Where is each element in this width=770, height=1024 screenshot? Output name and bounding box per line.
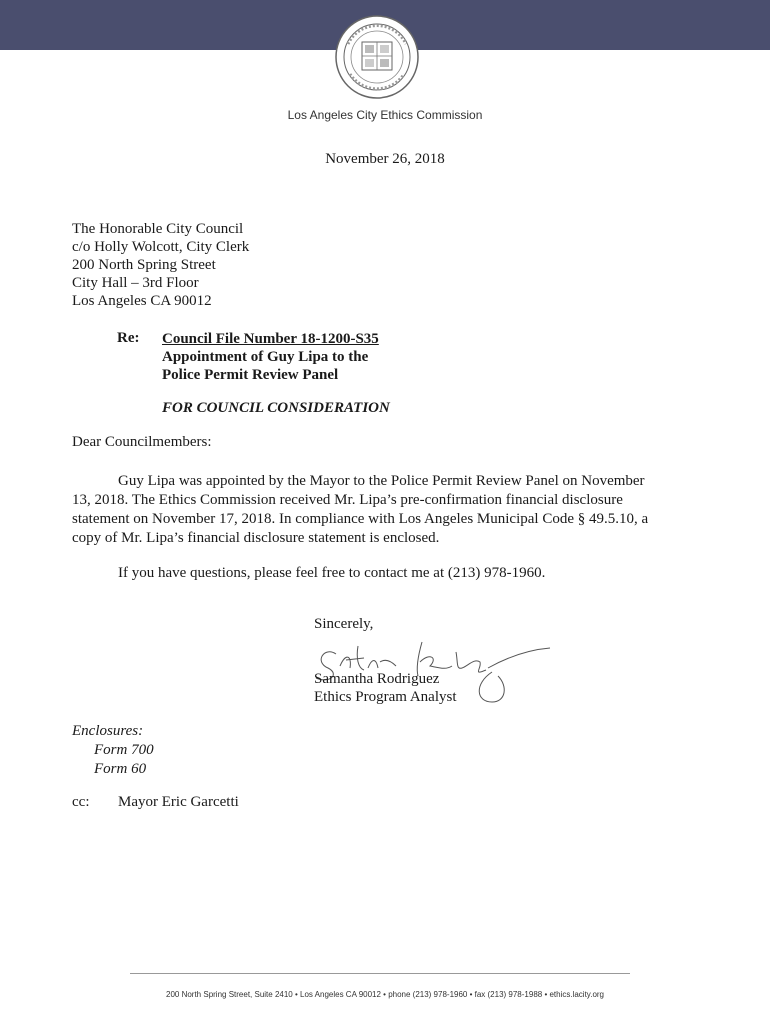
subject-line: Appointment of Guy Lipa to the xyxy=(162,349,369,365)
address-line: City Hall – 3rd Floor xyxy=(72,275,199,291)
subject-block xyxy=(162,330,379,384)
salutation: Dear Councilmembers: xyxy=(72,434,212,450)
address-line: 200 North Spring Street xyxy=(72,257,216,273)
letter-date: November 26, 2018 xyxy=(325,151,445,167)
enclosures-label: Enclosures: xyxy=(72,723,144,739)
enclosure-item: Form 700 xyxy=(94,742,154,758)
enclosures xyxy=(72,722,154,779)
for-council-consideration: FOR COUNCIL CONSIDERATION xyxy=(162,400,390,416)
address-line: c/o Holly Wolcott, City Clerk xyxy=(72,239,250,255)
enclosure-item: Form 60 xyxy=(94,761,147,777)
signer-block xyxy=(314,670,457,706)
recipient-address xyxy=(72,220,249,310)
cc-label: cc: xyxy=(72,794,90,810)
footer-divider xyxy=(130,973,630,974)
signer-name: Samantha Rodriguez xyxy=(314,671,440,687)
address-line: The Honorable City Council xyxy=(72,221,244,237)
city-seal-logo xyxy=(334,14,420,100)
address-line: Los Angeles CA 90012 xyxy=(72,293,212,309)
signer-title: Ethics Program Analyst xyxy=(314,689,457,705)
cc-name: Mayor Eric Garcetti xyxy=(118,794,239,810)
footer-contact: 200 North Spring Street, Suite 2410 • Los Angeles CA 90012 • phone (213) 978-1960 • fax (213) 978-1988 • ethics.lacity.org xyxy=(166,990,604,999)
subject-line: Police Permit Review Panel xyxy=(162,367,339,383)
body-paragraph: Guy Lipa was appointed by the Mayor to the Police Permit Review Panel on November 13, 2018. The Ethics Commission received Mr. Lipa’s pre-confirmation financial disclosure statement on November 17, 2018. In compliance with Los Angeles Municipal Code § 49.5.10, a copy of Mr. Lipa’s financial disclosure statement is enclosed. xyxy=(72,473,649,546)
council-file-number: Council File Number 18-1200-S35 xyxy=(162,331,379,347)
organization-name: Los Angeles City Ethics Commission xyxy=(287,108,483,122)
closing: Sincerely, xyxy=(314,616,374,632)
body-paragraph: If you have questions, please feel free to contact me at (213) 978-1960. xyxy=(118,565,546,581)
re-label: Re: xyxy=(117,330,140,346)
